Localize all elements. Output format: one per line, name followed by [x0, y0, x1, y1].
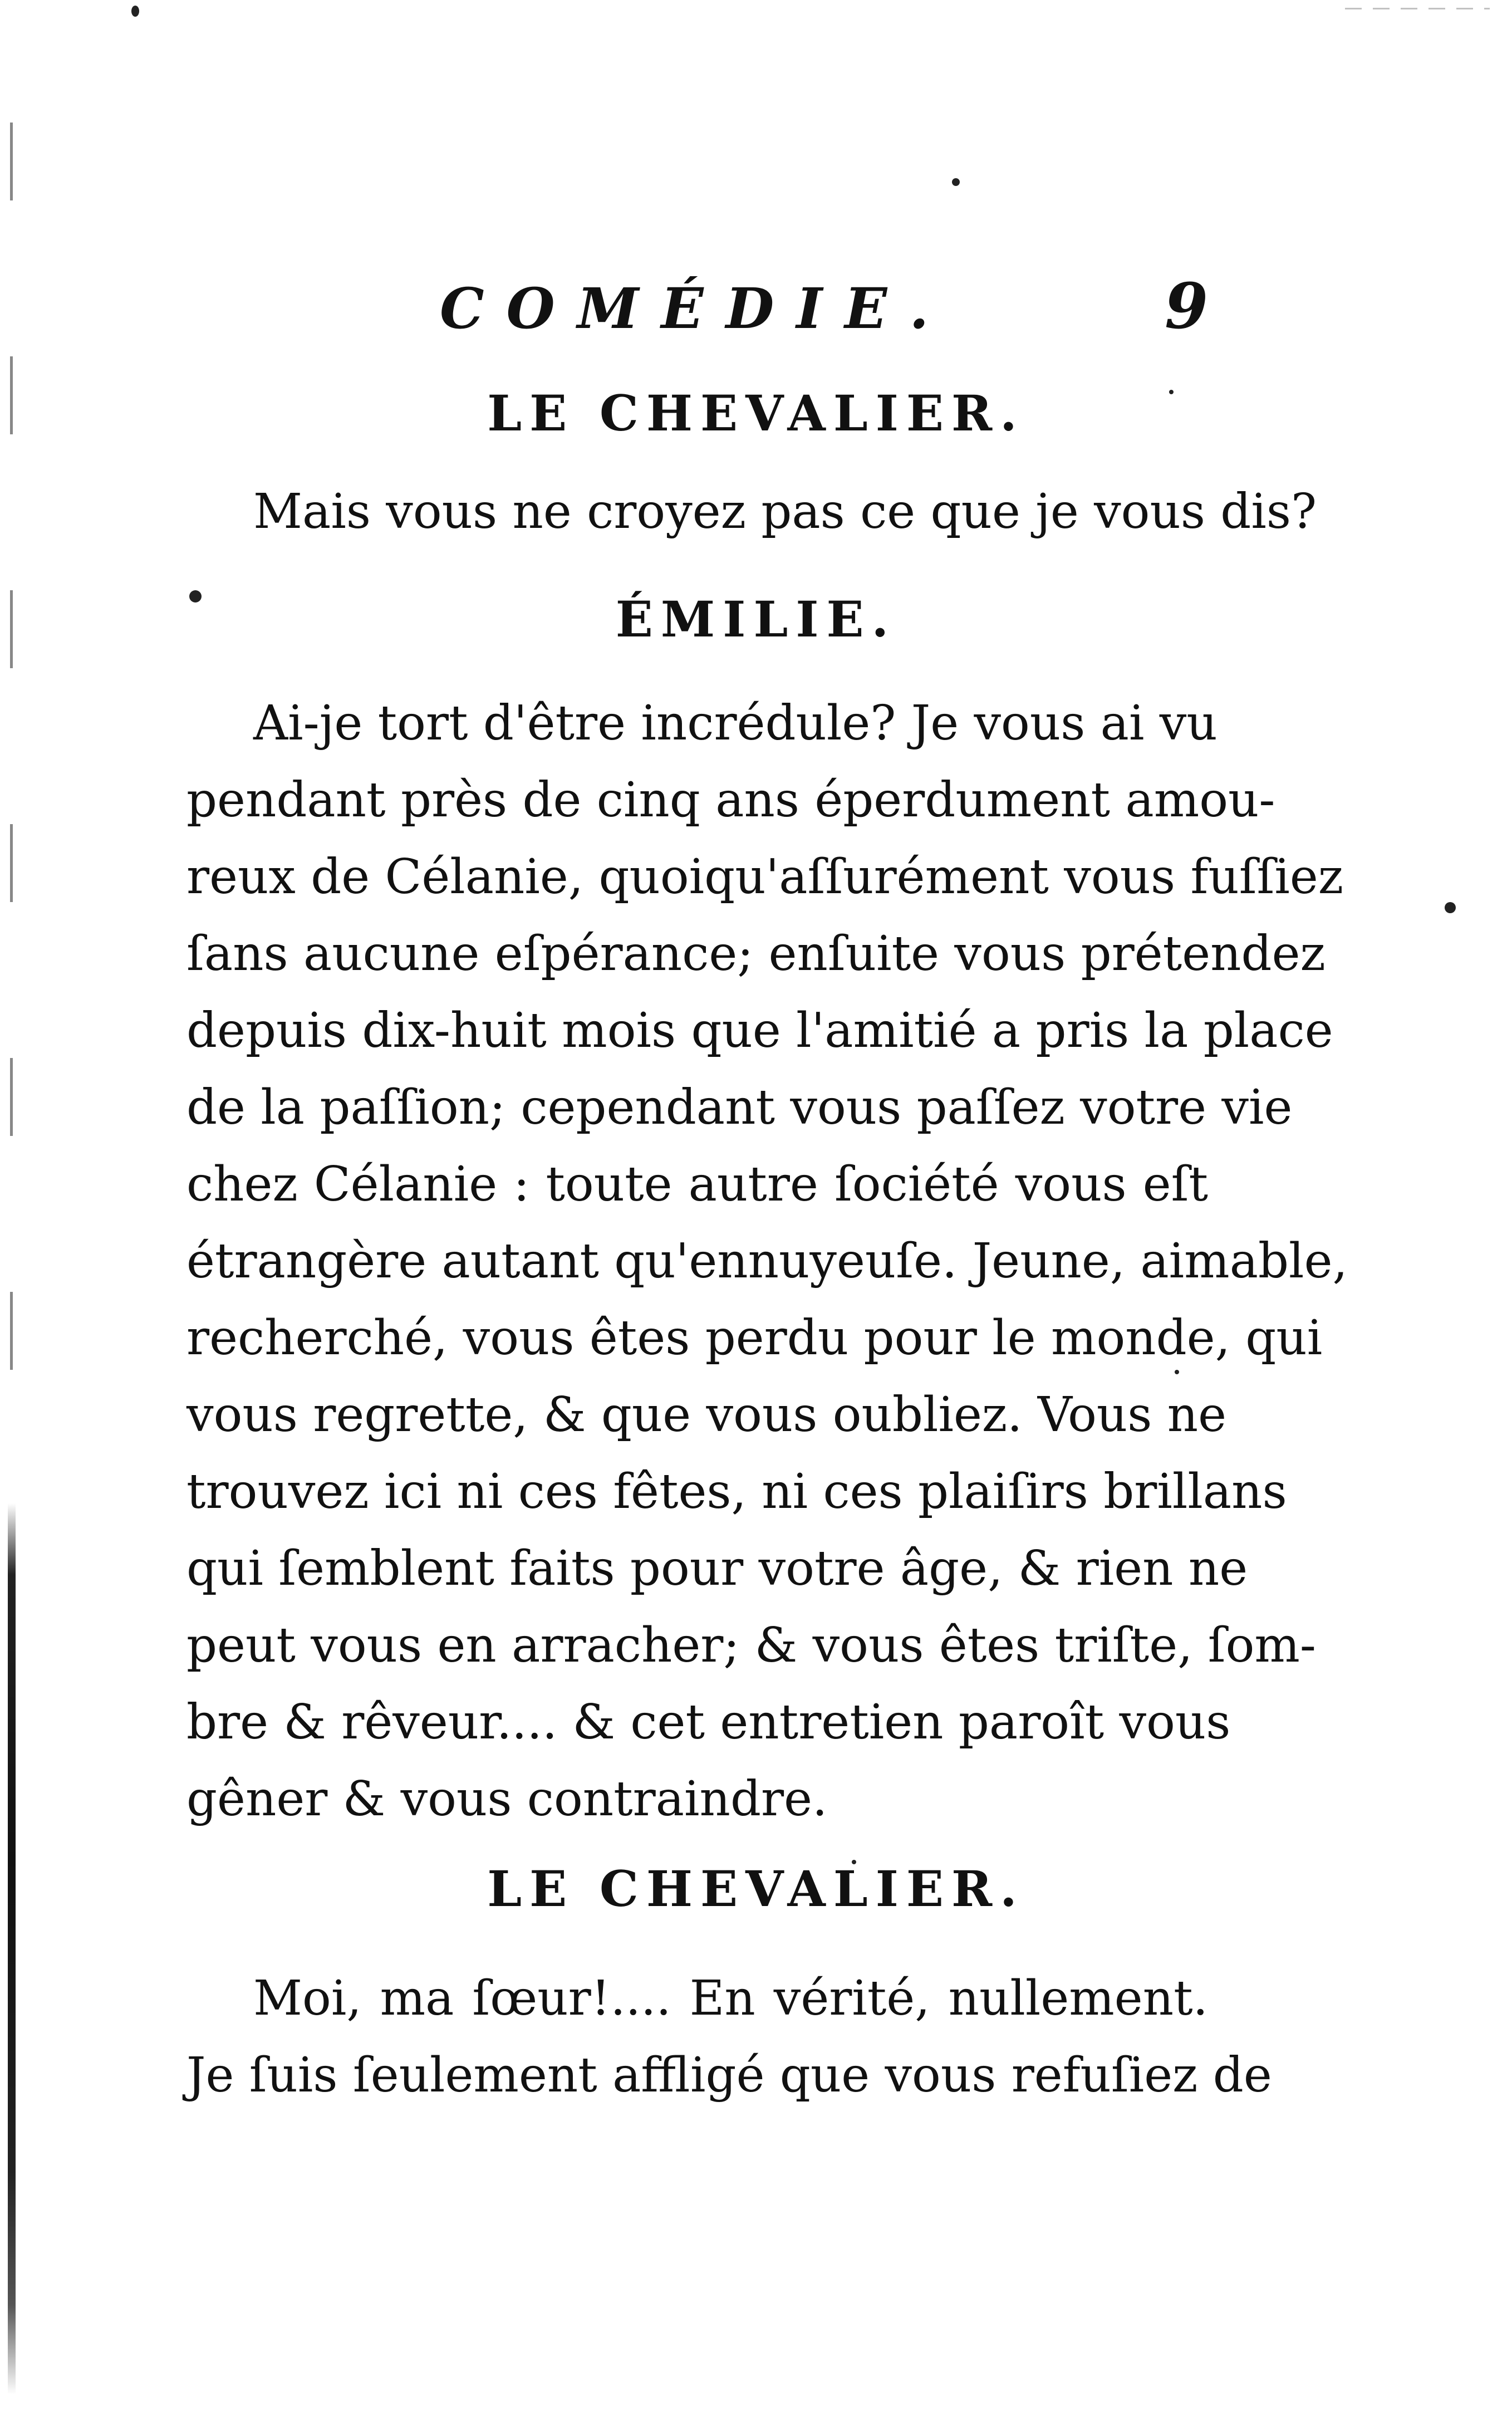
text-line: Ai-je tort d'être incrédule? Je vous ai vu	[253, 695, 1218, 751]
text-line: trouvez ici ni ces fêtes, ni ces plaiſirs brillans	[186, 1464, 1287, 1520]
running-head	[440, 270, 1208, 343]
binding-edge-marks	[10, 33, 13, 1425]
print-speck	[952, 178, 960, 186]
print-speck	[131, 6, 139, 17]
text-line: qui ſemblent faits pour votre âge, & rien ne	[186, 1541, 1248, 1596]
text-line: étrangère autant qu'ennuyeuſe. Jeune, aimable,	[186, 1233, 1348, 1289]
speaker-name: LE CHEVALIER.	[487, 384, 1025, 442]
speech-paragraph	[186, 1960, 1272, 2114]
scan-border-dashes	[1345, 8, 1490, 9]
text-line: Je ſuis ſeulement affligé que vous refuſiez de	[186, 2047, 1272, 2103]
text-line: Moi, ma ſœur!.... En vérité, nullement.	[253, 1971, 1208, 2026]
text-line: bre & rêveur.... & cet entretien paroît vous	[186, 1694, 1231, 1750]
speaker-name: ÉMILIE.	[615, 590, 897, 648]
text-line: vous regrette, & que vous oubliez. Vous ne	[186, 1387, 1226, 1443]
speaker-name: LE CHEVALIER.	[487, 1860, 1025, 1918]
text-line: recherché, vous êtes perdu pour le monde, qui	[186, 1310, 1323, 1366]
text-line: ſans aucune eſpérance; enſuite vous prétendez	[186, 926, 1326, 982]
text-line: pendant près de cinq ans éperdument amou-	[186, 772, 1275, 828]
text-line: peut vous en arracher; & vous êtes triſte, ſom-	[186, 1618, 1316, 1673]
speech-paragraph	[186, 473, 1317, 550]
text-line: reux de Célanie, quoiqu'aſſurément vous fuſſiez	[186, 849, 1344, 905]
text-line: chez Célanie : toute autre ſociété vous eſt	[186, 1157, 1208, 1212]
text-line: Mais vous ne croyez pas ce que je vous dis?	[253, 484, 1317, 540]
text-line: gêner & vous contraindre.	[186, 1771, 828, 1827]
binding-edge-shadow	[8, 1503, 16, 2394]
page-number: 9	[1165, 270, 1208, 343]
speech-paragraph	[186, 685, 1348, 1838]
text-line: de la paſſion; cependant vous paſſez votre vie	[186, 1080, 1293, 1135]
print-speck	[1445, 902, 1456, 913]
text-line: depuis dix-huit mois que l'amitié a pris la place	[186, 1003, 1333, 1059]
running-title: COMÉDIE.	[440, 276, 951, 341]
